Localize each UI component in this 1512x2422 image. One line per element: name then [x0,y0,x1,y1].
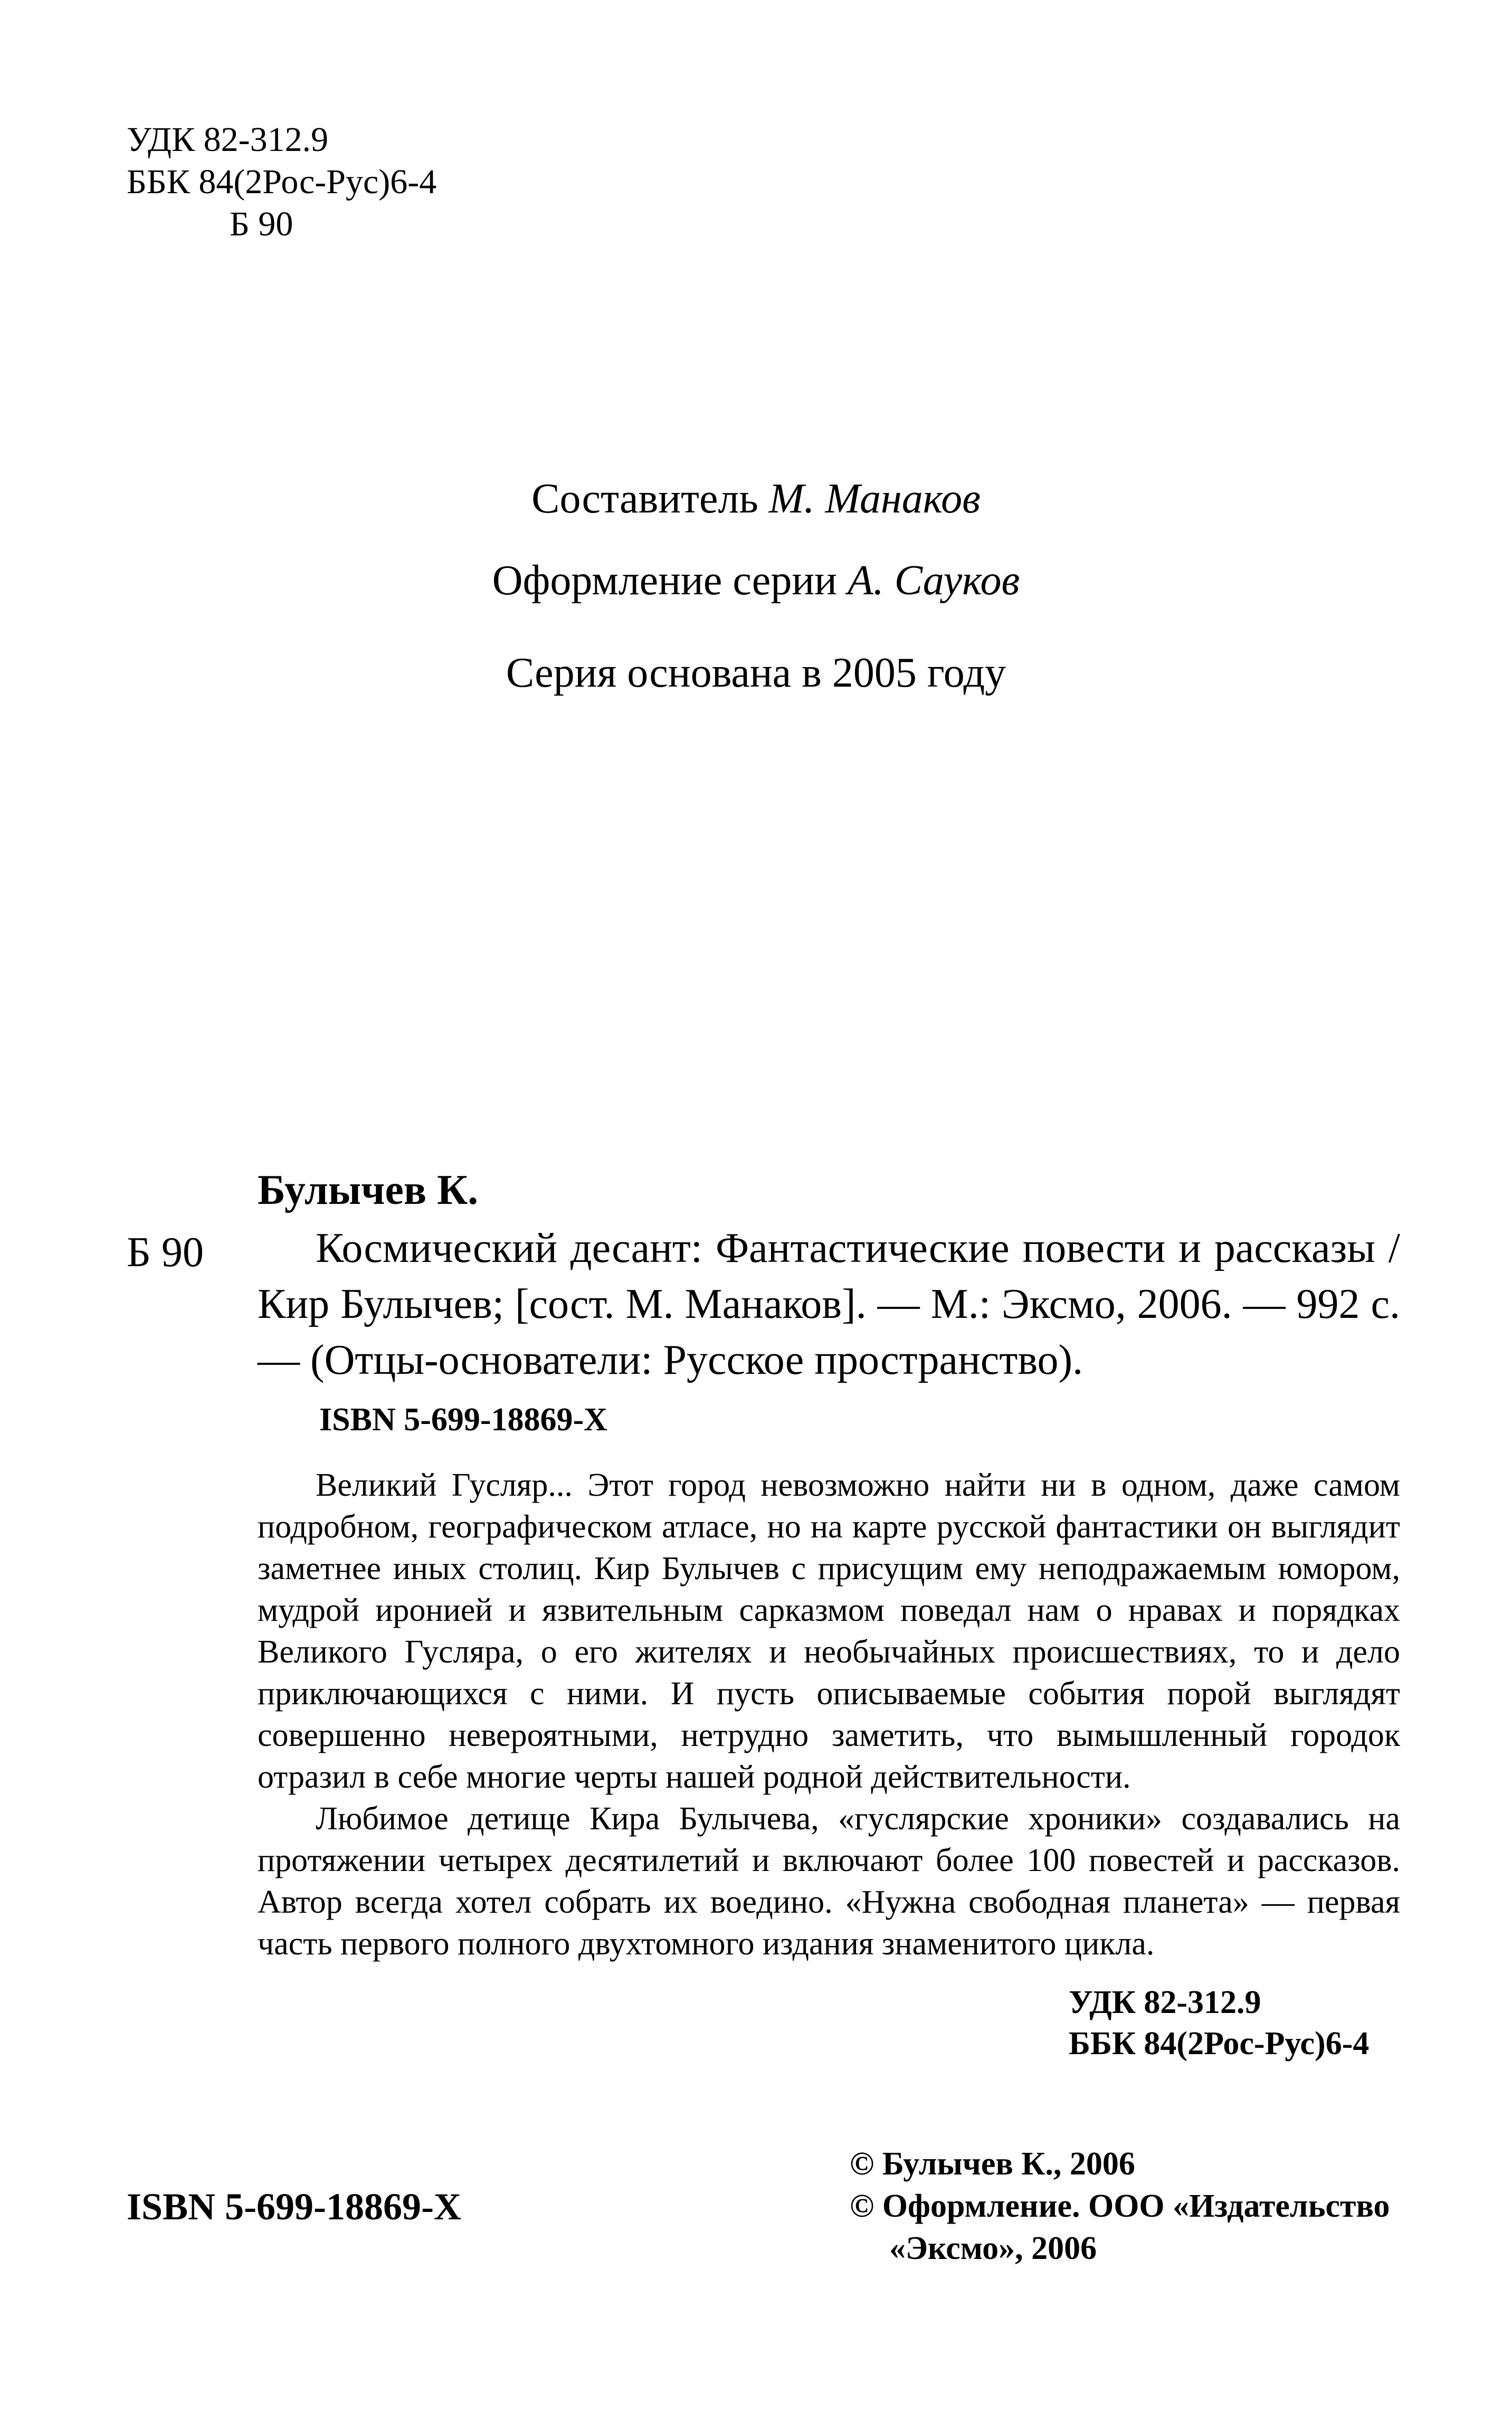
bib-isbn: ISBN 5-699-18869-X [319,1402,607,1438]
copyright-block [850,2143,1390,2269]
compiler-line [0,475,1512,523]
compiler-name: М. Манаков [768,476,981,522]
bbk-code: ББК 84(2Рос-Рус)6-4 [127,163,437,201]
author-mark: Б 90 [230,205,293,243]
bbk-code-right: ББК 84(2Рос-Рус)6-4 [1069,2026,1370,2062]
copyright-design-cont: «Эксмо», 2006 [889,2230,1097,2266]
compiler-label: Составитель [531,476,769,522]
annotation-paragraph: Любимое детище Кира Булычева, «гуслярские хроники» создавались на протяжении четырех десятилетий и включают более 100 повестей и рассказов. Автор всегда хотел собрать их воедино. «Нужна свободная планета» — первая часть первого полного двухтомного издания знаменитого цикла. [258,1801,1400,1962]
design-name: А. Сауков [847,557,1020,604]
udk-code: УДК 82-312.9 [127,120,329,159]
design-label: Оформление серии [492,557,848,604]
copyright-author: © Булычев К., 2006 [850,2146,1135,2182]
copyright-design: © Оформление. ООО «Издательство [850,2188,1390,2224]
design-line [0,557,1512,605]
bib-description: Космический десант: Фантастические повести и рассказы / Кир Булычев; [сост. М. Манаков]. — М.: Эксмо, 2006. — 992 с. — (Отцы-основатели: Русское пространство). [258,1225,1400,1383]
top-classification-codes [127,119,436,245]
isbn-bottom: ISBN 5-699-18869-X [127,2186,462,2228]
udk-code-right: УДК 82-312.9 [1069,1984,1261,2020]
annotation [258,1465,1400,1965]
right-classification-codes [1069,1982,1369,2064]
bib-author-mark: Б 90 [127,1229,204,1276]
bib-author: Булычев К. [258,1167,479,1213]
annotation-paragraph: Великий Гусляр... Этот город невозможно найти ни в одном, даже самом подробном, географическом атласе, но на карте русской фантастики он выглядит заметнее иных столиц. Кир Булычев с присущим ему неподражаемым юмором, мудрой иронией и язвительным сарказмом поведал нам о нравах и порядках Великого Гусляра, о его жителях и необычайных происшествиях, то и дело приключающихся с ними. И пусть описываемые события порой выглядят совершенно невероятными, нетрудно заметить, что вымышленный городок отразил в себе многие черты нашей родной действительности. [258,1467,1400,1795]
series-founded: Серия основана в 2005 году [506,650,1006,696]
